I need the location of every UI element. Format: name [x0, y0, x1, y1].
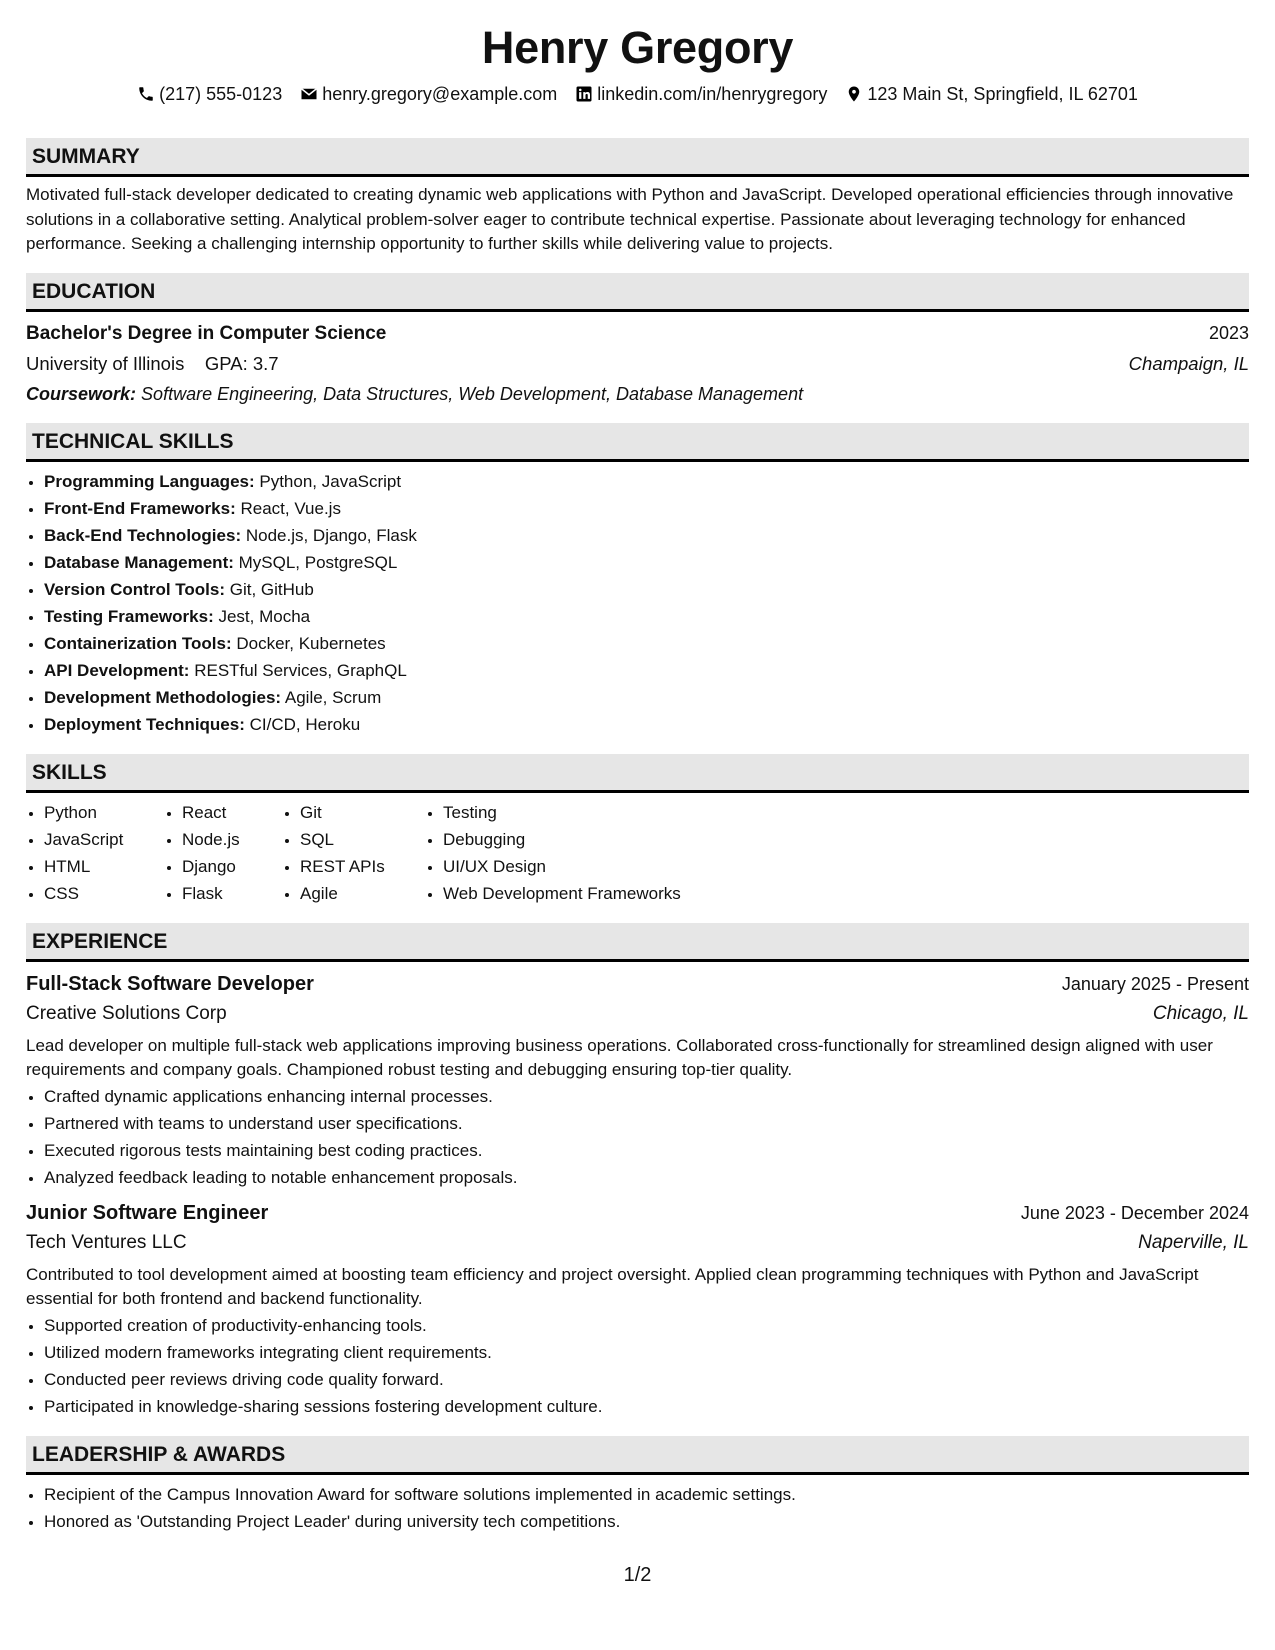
list-item: • UI/UX Design [443, 853, 681, 880]
envelope-icon [300, 85, 318, 103]
contact-address [845, 82, 1138, 106]
section-heading: EXPERIENCE [26, 923, 1249, 962]
graduation-year: 2023 [1208, 322, 1249, 343]
skill-label: Back-End Technologies: [44, 525, 242, 545]
list-item [44, 684, 1249, 711]
address-text: 123 Main St, Springfield, IL 62701 [867, 84, 1138, 104]
experience-section [26, 923, 1249, 1420]
job-location: Naperville, IL [1138, 1231, 1249, 1253]
school-location: Champaign, IL [1128, 352, 1249, 374]
list-item [44, 630, 1249, 657]
list-item: • Agile [300, 880, 415, 907]
list-item: • Debugging [443, 826, 681, 853]
skill-label: Containerization Tools: [44, 633, 232, 653]
job-entry [26, 1199, 1249, 1420]
job-company: Creative Solutions Corp [26, 1002, 227, 1024]
degree-title: Bachelor's Degree in Computer Science [26, 322, 387, 344]
list-item: • Recipient of the Campus Innovation Award for software solutions implemented in academic settings. [44, 1481, 1249, 1508]
skill-value: RESTful Services, GraphQL [194, 660, 407, 680]
list-item: • Git [300, 799, 415, 826]
job-title: Junior Software Engineer [26, 1201, 269, 1224]
list-item: • Python [44, 799, 154, 826]
list-item [44, 495, 1249, 522]
phone-icon [137, 85, 155, 103]
linkedin-icon [575, 85, 593, 103]
coursework [26, 381, 1249, 407]
summary-section [26, 138, 1249, 257]
page-number: 1/2 [623, 1564, 652, 1586]
list-item: • Crafted dynamic applications enhancing internal processes. [44, 1083, 1249, 1110]
skills-section [26, 754, 1249, 907]
list-item: • Testing [443, 799, 681, 826]
contact-phone [137, 82, 282, 106]
job-bullets [26, 1312, 1249, 1420]
contact-linkedin[interactable] [575, 82, 827, 106]
section-heading: SKILLS [26, 754, 1249, 793]
leadership-section [26, 1436, 1249, 1535]
education-degree-row [26, 320, 1249, 347]
skill-label: Front-End Frameworks: [44, 498, 236, 518]
coursework-list: Software Engineering, Data Structures, Web Development, Database Management [141, 383, 804, 404]
job-location: Chicago, IL [1152, 1002, 1249, 1024]
list-item [44, 549, 1249, 576]
skills-column [425, 799, 681, 907]
job-company-row [26, 1229, 1249, 1257]
skill-value: CI/CD, Heroku [249, 714, 361, 734]
section-heading: EDUCATION [26, 273, 1249, 312]
list-item: • Partnered with teams to understand user specifications. [44, 1110, 1249, 1137]
job-company-row [26, 1000, 1249, 1028]
job-description: Lead developer on multiple full-stack web applications improving business operations. Collaborated cross-functionally for streamlined design aligned with user requirements and company goals. Championed robust testing and debugging ensuring top-tier quality. [26, 1035, 1213, 1079]
list-item [44, 657, 1249, 684]
list-item: • Analyzed feedback leading to notable enhancement proposals. [44, 1164, 1249, 1191]
candidate-name: Henry Gregory [481, 22, 794, 73]
gpa: GPA: 3.7 [204, 352, 279, 374]
list-item: • Conducted peer reviews driving code quality forward. [44, 1366, 1249, 1393]
summary-text: Motivated full-stack developer dedicated to creating dynamic web applications with Python and JavaScript. Developed operational efficiencies through innovative solutions in a collaborative setting. Analytical problem-solver eager to contribute technical expertise. Passionate about leveraging technology for enhanced performance. Seeking a challenging internship opportunity to further skills while delivering value to projects. [26, 185, 1234, 253]
technical-skills-section [26, 423, 1249, 738]
list-item: • Node.js [182, 826, 272, 853]
skills-column [282, 799, 415, 907]
skill-label: Database Management: [44, 552, 234, 572]
skill-value: Git, GitHub [229, 579, 314, 599]
education-section [26, 273, 1249, 407]
list-item: • REST APIs [300, 853, 415, 880]
job-title-row [26, 1199, 1249, 1227]
coursework-label: Coursework: [26, 383, 137, 404]
education-school-row [26, 351, 1249, 377]
list-item: • Django [182, 853, 272, 880]
list-item: • Web Development Frameworks [443, 880, 681, 907]
skill-value: Jest, Mocha [218, 606, 311, 626]
skill-label: Deployment Techniques: [44, 714, 245, 734]
school-name: University of Illinois [26, 352, 185, 374]
job-title: Full-Stack Software Developer [26, 972, 314, 995]
contact-bar [26, 82, 1249, 106]
technical-skills-list [26, 468, 1249, 738]
skill-value: Docker, Kubernetes [236, 633, 386, 653]
job-entry [26, 970, 1249, 1191]
list-item: • Supported creation of productivity-enhancing tools. [44, 1312, 1249, 1339]
list-item: • Executed rigorous tests maintaining best coding practices. [44, 1137, 1249, 1164]
list-item: • JavaScript [44, 826, 154, 853]
list-item [44, 468, 1249, 495]
skill-label: Version Control Tools: [44, 579, 226, 599]
skill-value: Python, JavaScript [259, 471, 402, 491]
skill-value: Agile, Scrum [284, 687, 382, 707]
job-bullets [26, 1083, 1249, 1191]
map-pin-icon [845, 85, 863, 103]
list-item [44, 522, 1249, 549]
skill-value: React, Vue.js [240, 498, 341, 518]
list-item: • React [182, 799, 272, 826]
list-item [44, 576, 1249, 603]
skill-label: Programming Languages: [44, 471, 255, 491]
job-dates: January 2025 - Present [1061, 973, 1249, 994]
skill-value: Node.js, Django, Flask [245, 525, 417, 545]
skills-columns [26, 799, 1249, 907]
skills-column [164, 799, 272, 907]
skill-value: MySQL, PostgreSQL [238, 552, 398, 572]
list-item: • CSS [44, 880, 154, 907]
skill-label: API Development: [44, 660, 190, 680]
skills-column [26, 799, 154, 907]
email-text[interactable]: henry.gregory@example.com [322, 84, 558, 104]
list-item [44, 711, 1249, 738]
job-title-row [26, 970, 1249, 998]
list-item: • SQL [300, 826, 415, 853]
job-description: Contributed to tool development aimed at boosting team efficiency and project oversight. Applied clean programming techniques with Python and JavaScript essential for both frontend and backend functionality. [26, 1264, 1199, 1308]
job-company: Tech Ventures LLC [26, 1231, 187, 1253]
list-item: • Participated in knowledge-sharing sessions fostering development culture. [44, 1393, 1249, 1420]
linkedin-text[interactable]: linkedin.com/in/henrygregory [597, 84, 828, 104]
leadership-list [26, 1481, 1249, 1535]
section-heading: TECHNICAL SKILLS [26, 423, 1249, 462]
list-item: • Honored as 'Outstanding Project Leader' during university tech competitions. [44, 1508, 1249, 1535]
phone-text: (217) 555-0123 [159, 84, 283, 104]
list-item: • Flask [182, 880, 272, 907]
list-item [44, 603, 1249, 630]
job-dates: June 2023 - December 2024 [1020, 1202, 1249, 1223]
skill-label: Testing Frameworks: [44, 606, 214, 626]
section-heading: SUMMARY [26, 138, 1249, 177]
contact-email[interactable] [300, 82, 557, 106]
list-item: • HTML [44, 853, 154, 880]
section-heading: LEADERSHIP & AWARDS [26, 1436, 1249, 1475]
skill-label: Development Methodologies: [44, 687, 282, 707]
list-item: • Utilized modern frameworks integrating client requirements. [44, 1339, 1249, 1366]
